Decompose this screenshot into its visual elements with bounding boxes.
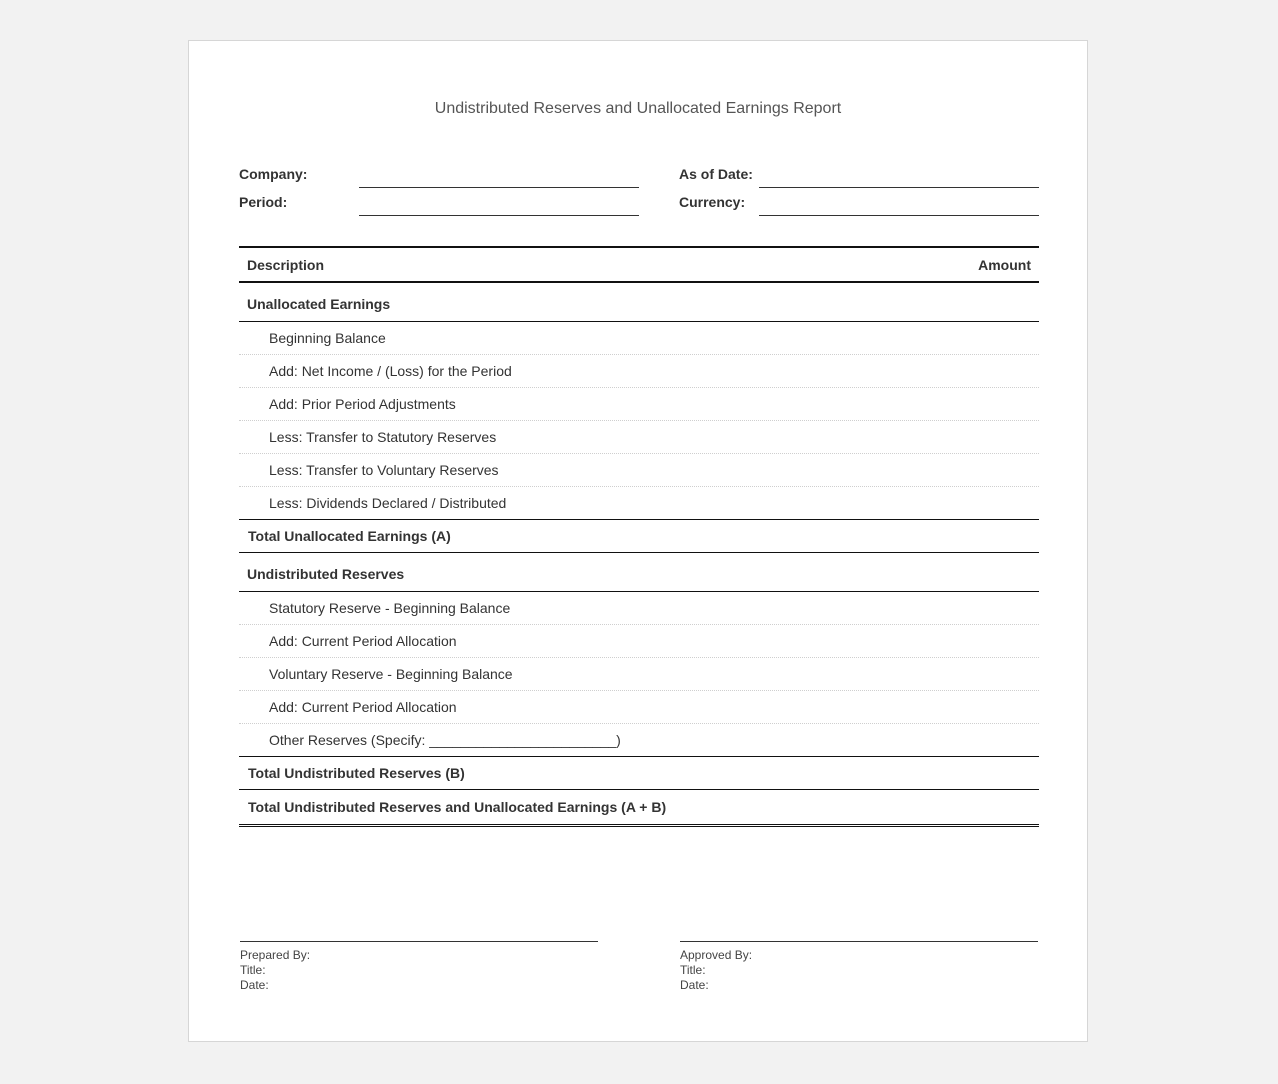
report-title: Undistributed Reserves and Unallocated Earnings Report [434, 100, 842, 117]
table-row: Less: Transfer to Statutory Reserves [239, 421, 1039, 454]
table-row: Add: Current Period Allocation [239, 691, 1039, 724]
report-table [239, 246, 1039, 827]
table-row: Other Reserves (Specify: ________________________) [239, 724, 1039, 757]
table-row: Add: Prior Period Adjustments [239, 388, 1039, 421]
grand-total-row: Total Undistributed Reserves and Unallocated Earnings (A + B) [239, 790, 1039, 827]
table-row: Statutory Reserve - Beginning Balance [239, 592, 1039, 625]
company-label: Company: [239, 166, 308, 182]
approved-title-label: Title: [680, 963, 706, 977]
table-row: Less: Transfer to Voluntary Reserves [239, 454, 1039, 487]
section-heading-reserves: Undistributed Reserves [239, 553, 1039, 592]
total-unallocated-row: Total Unallocated Earnings (A) [239, 520, 1039, 553]
currency-label: Currency: [679, 194, 746, 210]
description-column-header: Description [247, 256, 325, 273]
table-row: Add: Net Income / (Loss) for the Period [239, 355, 1039, 388]
approved-by-label: Approved By: [680, 948, 753, 962]
table-row: Add: Current Period Allocation [239, 625, 1039, 658]
table-row: Voluntary Reserve - Beginning Balance [239, 658, 1039, 691]
prepared-signature-block [240, 941, 598, 993]
table-row: Less: Dividends Declared / Distributed [239, 487, 1039, 520]
as-of-date-label: As of Date: [679, 166, 753, 182]
report-page [188, 40, 1088, 1042]
amount-column-header: Amount [978, 256, 1031, 273]
prepared-title-label: Title: [240, 963, 266, 977]
section-heading-unallocated: Unallocated Earnings [239, 283, 1039, 322]
prepared-date-label: Date: [240, 978, 269, 992]
as-of-date-field[interactable] [759, 187, 1039, 188]
period-label: Period: [239, 194, 288, 210]
company-field[interactable] [359, 187, 639, 188]
currency-field[interactable] [759, 215, 1039, 216]
table-header [239, 246, 1039, 283]
total-reserves-row: Total Undistributed Reserves (B) [239, 757, 1039, 790]
approved-signature-block [680, 941, 1038, 993]
table-row: Beginning Balance [239, 322, 1039, 355]
approved-date-label: Date: [680, 978, 709, 992]
prepared-by-label: Prepared By: [240, 948, 311, 962]
period-field[interactable] [359, 215, 639, 216]
